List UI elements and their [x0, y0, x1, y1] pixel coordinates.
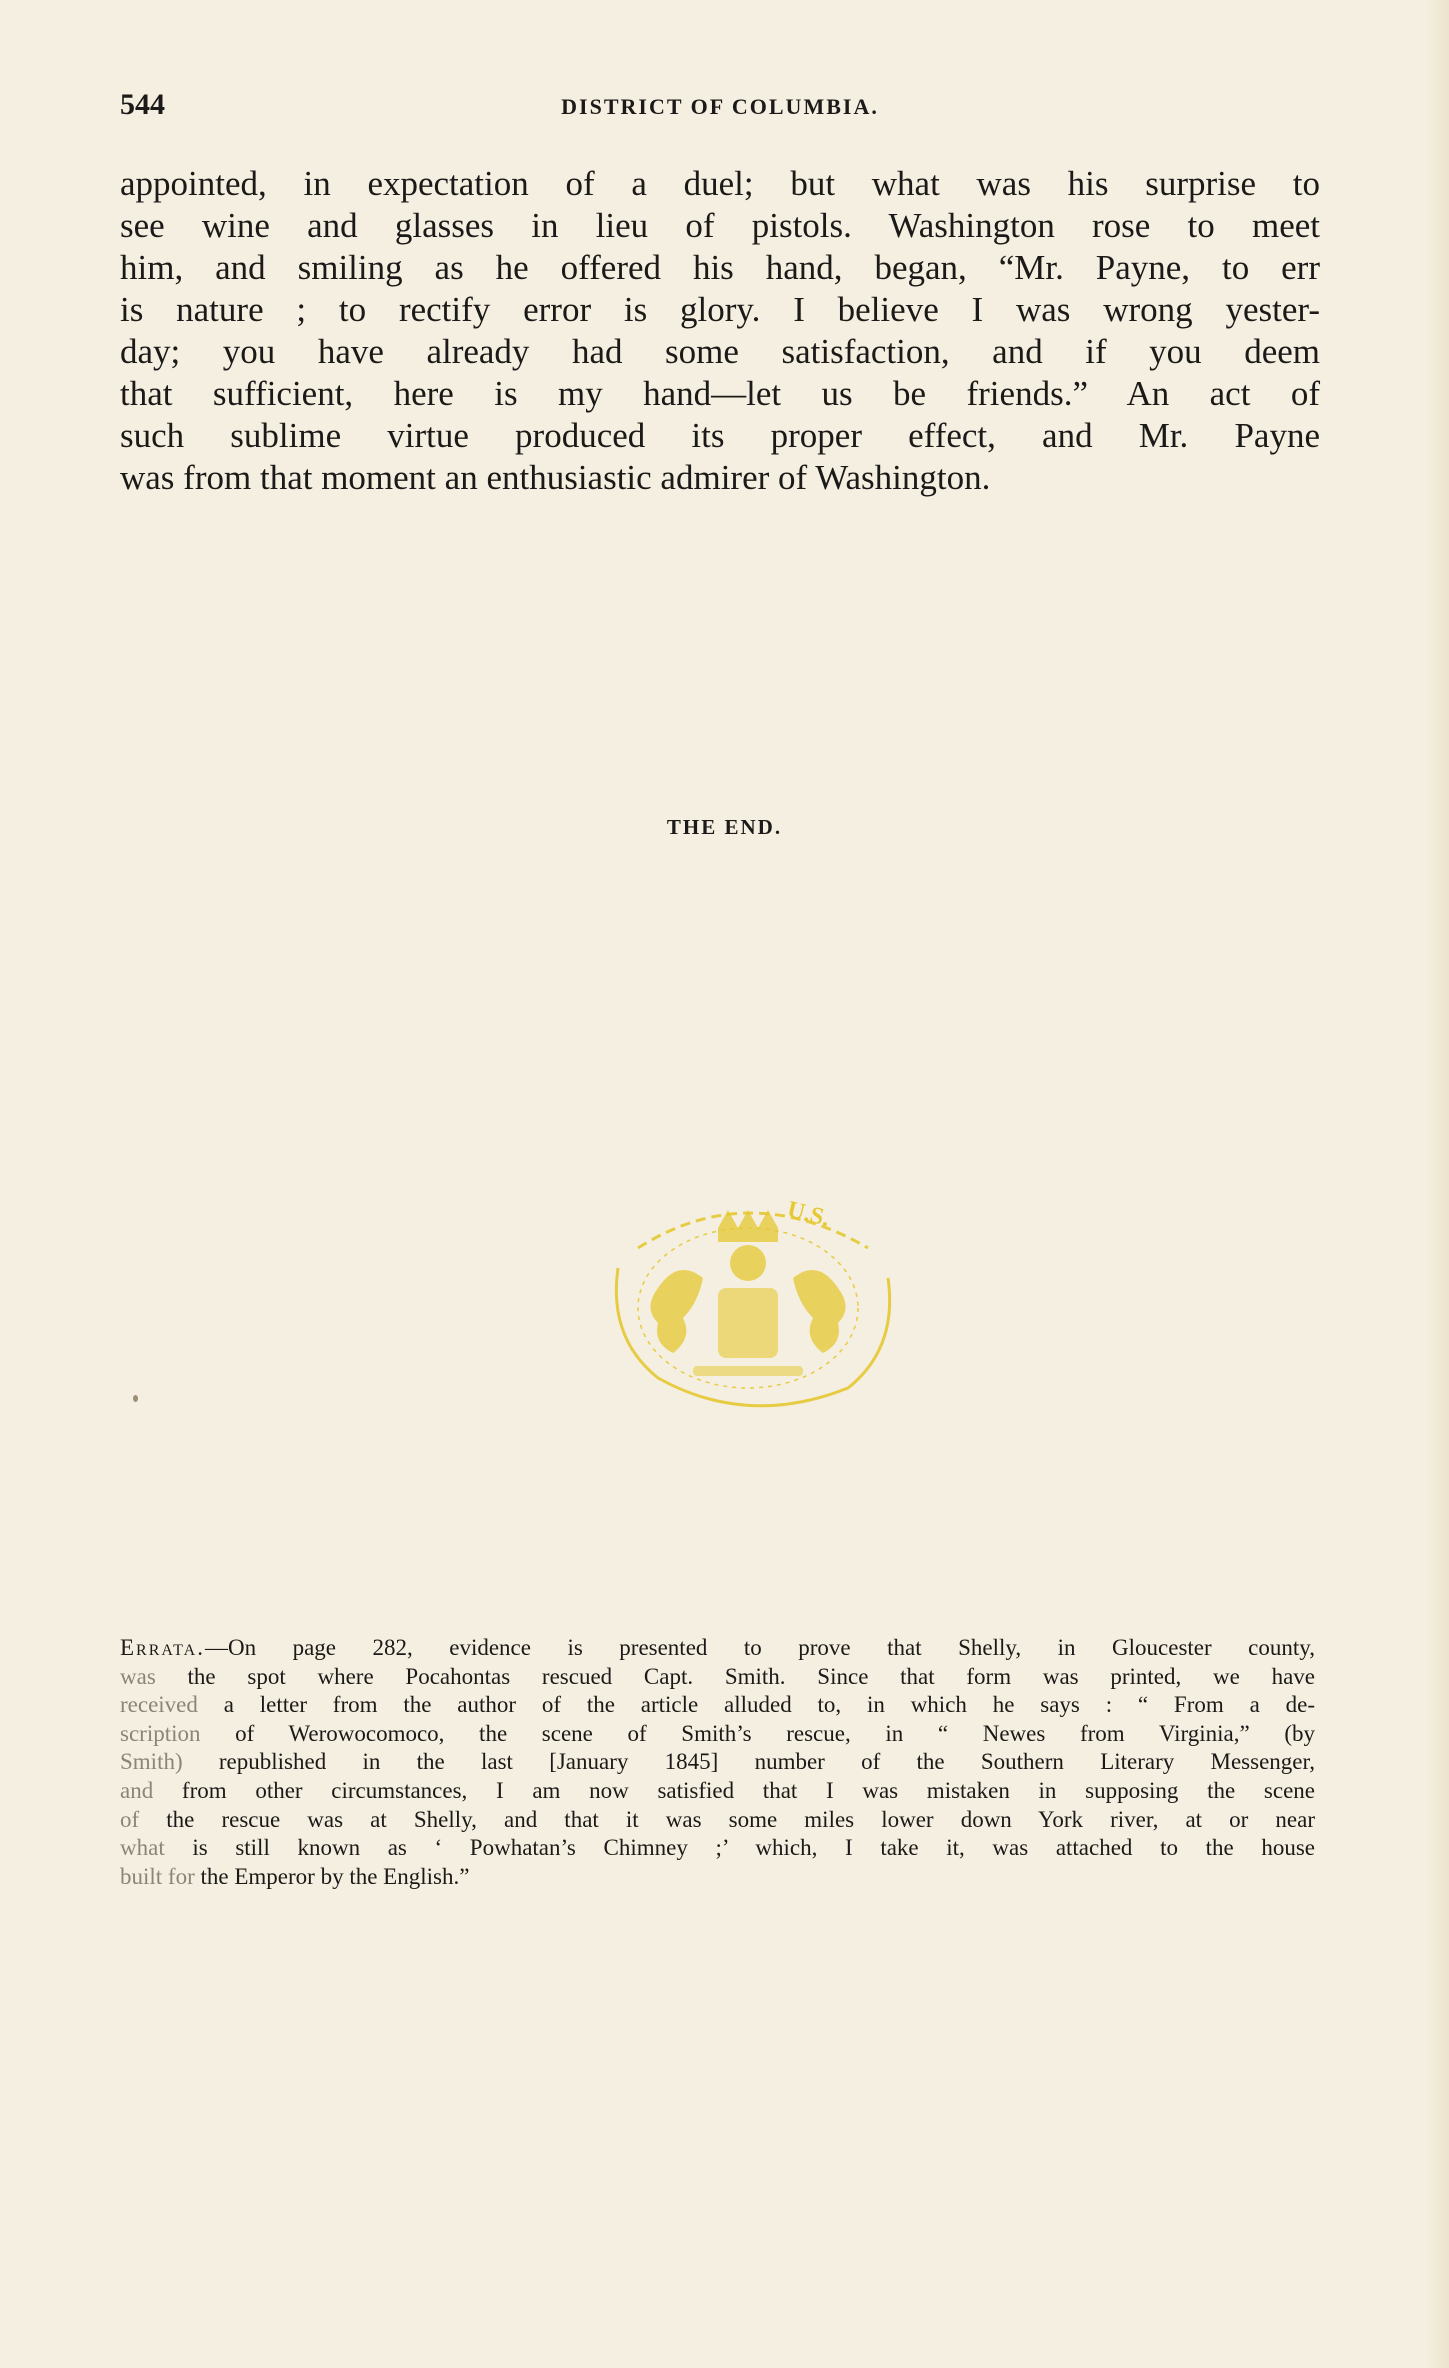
body-line: day; you have already had some satisfaction, and if you deem: [120, 332, 1320, 371]
errata-line: built for the Emperor by the English.”: [120, 1863, 470, 1889]
errata-line: Smith) republished in the last [January 1845] number of the Southern Literary Messenger,: [120, 1749, 1315, 1775]
errata-line: scription of Werowocomoco, the scene of Smith’s rescue, in “ Newes from Virginia,” (by: [120, 1720, 1315, 1746]
body-line: see wine and glasses in lieu of pistols. Washington rose to meet: [120, 206, 1320, 245]
body-paragraph: [120, 163, 1320, 499]
body-line: appointed, in expectation of a duel; but what was his surprise to: [120, 164, 1320, 203]
body-line: him, and smiling as he offered his hand, began, “Mr. Payne, to err: [120, 248, 1320, 287]
body-line: is nature ; to rectify error is glory. I believe I was wrong yester-: [120, 290, 1320, 329]
errata-note: [120, 1634, 1315, 1891]
body-line: that sufficient, here is my hand—let us be friends.” An act of: [120, 374, 1320, 413]
body-line: was from that moment an enthusiastic admirer of Washington.: [120, 458, 991, 497]
errata-line: and from other circumstances, I am now satisfied that I was mistaken in supposing the scene: [120, 1777, 1315, 1803]
errata-line: Errata.—On page 282, evidence is presented to prove that Shelly, in Gloucester county,: [120, 1635, 1315, 1660]
library-stamp-icon: [598, 1188, 908, 1418]
errata-line: of the rescue was at Shelly, and that it was some miles lower down York river, at or near: [120, 1806, 1315, 1832]
errata-label: Errata.: [120, 1635, 205, 1660]
paper-speck: [133, 1395, 138, 1402]
stamp-lettering: U.S.: [784, 1196, 833, 1233]
errata-line: received a letter from the author of the article alluded to, in which he says : “ From a de-: [120, 1692, 1315, 1718]
running-head: [120, 88, 1320, 128]
the-end-heading: THE END.: [666, 815, 783, 839]
page-edge-shadow: [1425, 0, 1449, 2368]
running-title: DISTRICT OF COLUMBIA.: [561, 94, 879, 119]
errata-line: what is still known as ‘ Powhatan’s Chimney ;’ which, I take it, was attached to the house: [120, 1835, 1315, 1861]
body-line: such sublime virtue produced its proper effect, and Mr. Payne: [120, 416, 1320, 455]
page-number: 544: [120, 88, 165, 121]
errata-line: was the spot where Pocahontas rescued Capt. Smith. Since that form was printed, we have: [120, 1663, 1315, 1689]
